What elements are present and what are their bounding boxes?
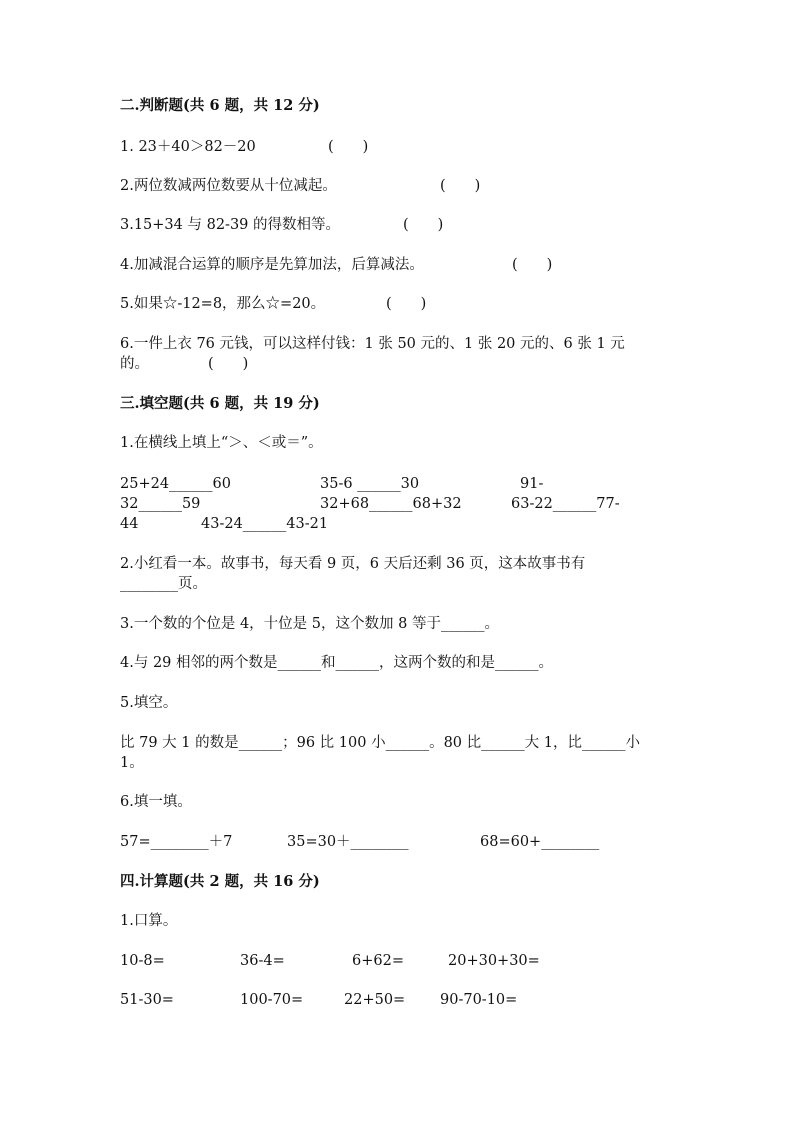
calc-expr: 22+50= <box>344 992 406 1008</box>
fill-q1-expr-a1: 25+24______60 <box>120 476 232 492</box>
answer-paren-4[interactable]: ( ) <box>512 257 553 273</box>
section-heading-fill: 三.填空题(共 6 题，共 19 分) <box>120 395 320 412</box>
fill-q3: 3.一个数的个位是 4，十位是 5，这个数加 8 等于______。 <box>120 616 499 632</box>
fill-q6-expr-c: 68=60+________ <box>480 834 600 850</box>
fill-q6-expr-a: 57=________＋7 <box>120 834 233 850</box>
answer-paren-3[interactable]: ( ) <box>403 217 444 233</box>
calc-expr: 51-30= <box>120 992 174 1008</box>
calc-expr: 10-8= <box>120 953 165 969</box>
fill-q1-title: 1.在横线上填上“＞、＜或＝”。 <box>120 435 323 451</box>
judgment-item-1: 1. 23＋40＞82－20 <box>120 139 256 155</box>
fill-q1-expr-a3: 44 <box>120 516 139 532</box>
calc-expr: 20+30+30= <box>448 953 540 969</box>
section-heading-calc: 四.计算题(共 2 题，共 16 分) <box>120 873 320 890</box>
answer-paren-2[interactable]: ( ) <box>440 178 481 194</box>
section-heading-judgment: 二.判断题(共 6 题，共 12 分) <box>120 97 320 114</box>
fill-q6-title: 6.填一填。 <box>120 794 192 810</box>
judgment-item-5: 5.如果☆-12=8，那么☆=20。 <box>120 296 326 312</box>
answer-paren-6[interactable]: ( ) <box>208 356 249 372</box>
fill-q1-expr-c2: 63-22______77- <box>511 496 620 512</box>
calc-expr: 36-4= <box>240 953 285 969</box>
calc-expr: 6+62= <box>352 953 404 969</box>
fill-q1-expr-b1: 35-6 ______30 <box>320 476 420 492</box>
fill-q1-expr-a2: 32______59 <box>120 496 201 512</box>
judgment-item-6: 6.一件上衣 76 元钱，可以这样付钱：1 张 50 元的、1 张 20 元的、6 张 1 元 <box>120 336 625 352</box>
judgment-item-3: 3.15+34 与 82-39 的得数相等。 <box>120 217 341 233</box>
fill-q6-expr-b: 35=30＋________ <box>287 834 409 850</box>
judgment-item-4: 4.加减混合运算的顺序是先算加法，后算减法。 <box>120 257 424 273</box>
fill-q2-line2: ________页。 <box>120 576 207 592</box>
fill-q5-title: 5.填空。 <box>120 695 178 711</box>
calc-q1-title: 1.口算。 <box>120 913 178 929</box>
fill-q2-line1: 2.小红看一本。故事书，每天看 9 页，6 天后还剩 36 页，这本故事书有 <box>120 556 586 572</box>
fill-q5-line2: 1。 <box>120 755 144 771</box>
judgment-item-6-cont: 的。 <box>120 356 149 372</box>
fill-q1-expr-b2: 32+68______68+32 <box>320 496 462 512</box>
answer-paren-1[interactable]: ( ) <box>328 139 369 155</box>
fill-q5-line1: 比 79 大 1 的数是______；96 比 100 小______。80 比______大 1，比______小 <box>120 735 640 751</box>
fill-q1-expr-c1: 91- <box>520 476 544 492</box>
fill-q1-expr-b3: 43-24______43-21 <box>201 516 329 532</box>
calc-expr: 100-70= <box>240 992 304 1008</box>
fill-q4: 4.与 29 相邻的两个数是______和______，这两个数的和是______。 <box>120 655 554 671</box>
calc-expr: 90-70-10= <box>440 992 518 1008</box>
answer-paren-5[interactable]: ( ) <box>386 296 427 312</box>
judgment-item-2: 2.两位数减两位数要从十位减起。 <box>120 178 337 194</box>
